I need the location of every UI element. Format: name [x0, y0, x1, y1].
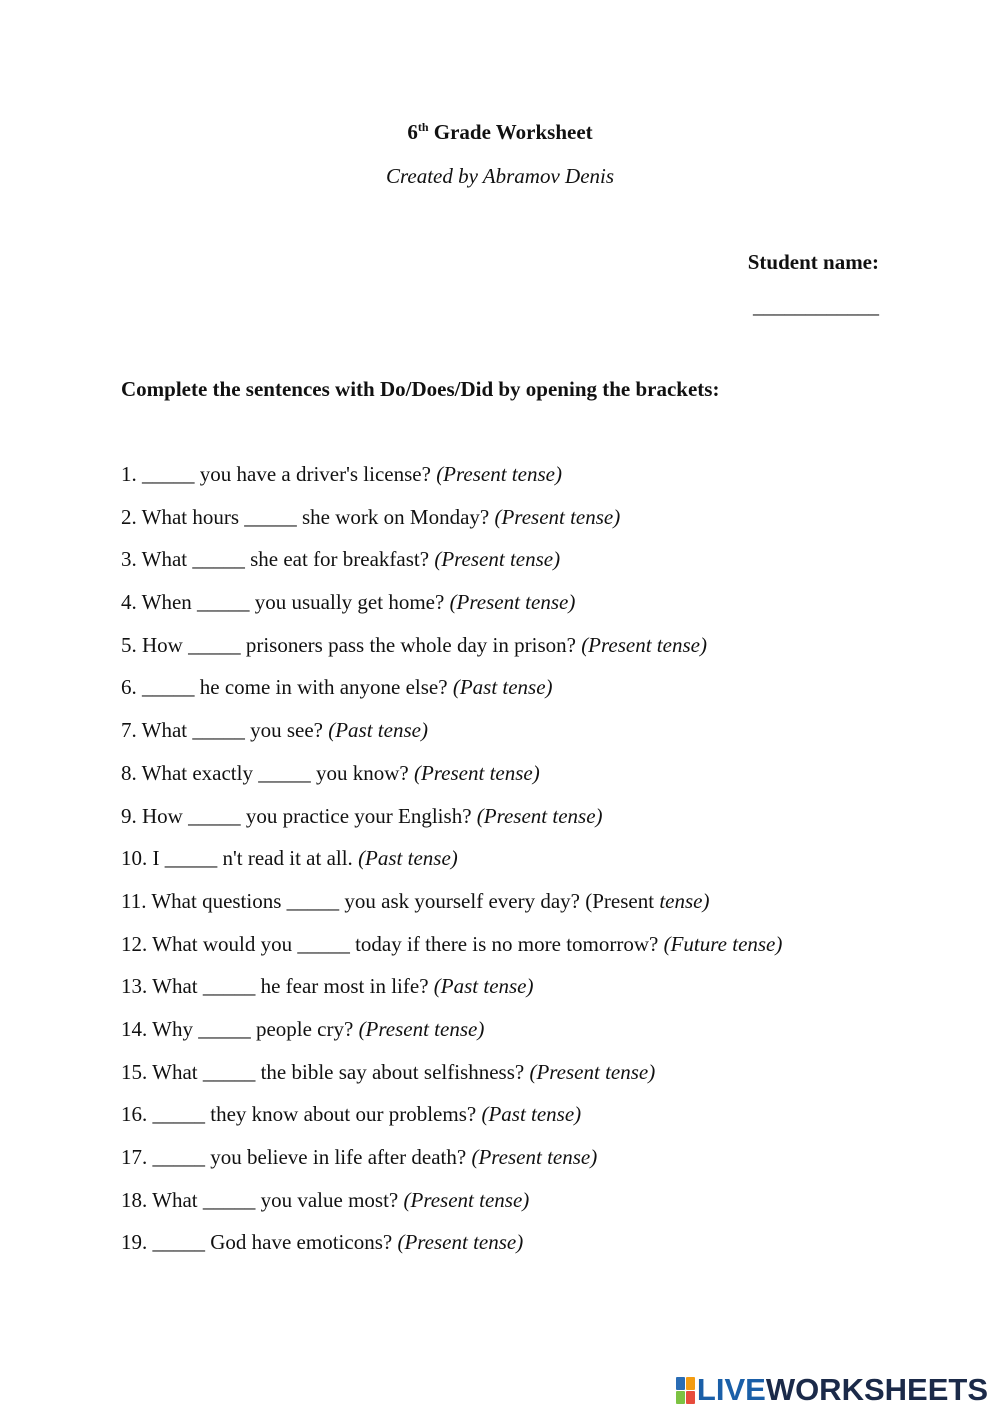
- question-item: [121, 547, 921, 590]
- question-item: [121, 889, 921, 932]
- question-hint: (Present tense): [471, 1145, 598, 1169]
- logo-square-green: [676, 1391, 685, 1404]
- instructions: Complete the sentences with Do/Does/Did by opening the brackets:: [121, 377, 720, 401]
- question-hint: tense): [659, 888, 710, 913]
- question-hint: (Future tense): [663, 931, 783, 956]
- question-text: 3. What _____ she eat for breakfast?: [121, 547, 435, 572]
- logo-square-orange: [686, 1377, 695, 1390]
- question-hint: (Present tense): [529, 1059, 656, 1084]
- title-text: Grade Worksheet: [428, 120, 593, 144]
- question-item: [121, 974, 921, 1017]
- student-name-label: Student name:: [747, 250, 879, 274]
- worksheet-title: [0, 120, 1000, 145]
- question-item: [121, 932, 921, 975]
- question-item: [121, 846, 921, 889]
- question-text: 1. _____ you have a driver's license?: [121, 462, 437, 486]
- liveworksheets-logo[interactable]: [676, 1372, 988, 1408]
- question-text: 4. When _____ you usually get home?: [121, 590, 450, 615]
- question-hint: (Present tense): [449, 590, 576, 615]
- title-superscript: th: [417, 120, 429, 134]
- question-text: 11. What questions _____ you ask yourself every day? (Present: [121, 888, 660, 913]
- question-item: [121, 1188, 921, 1231]
- question-item: [121, 633, 921, 676]
- question-text: 12. What would you _____ today if there is no more tomorrow?: [121, 931, 664, 956]
- logo-square-red: [686, 1391, 695, 1404]
- question-hint: (Present tense): [358, 1016, 485, 1041]
- question-text: 10. I _____ n't read it at all.: [121, 846, 359, 871]
- question-item: [121, 718, 921, 761]
- logo-text-live: LIVE: [696, 1372, 766, 1407]
- question-text: 2. What hours _____ she work on Monday?: [121, 504, 495, 529]
- question-hint: (Past tense): [358, 846, 458, 871]
- question-item: [121, 1060, 921, 1103]
- question-item: [121, 505, 921, 548]
- question-hint: (Present tense): [581, 632, 707, 657]
- question-item: [121, 1145, 921, 1188]
- question-hint: (Present tense): [403, 1187, 530, 1212]
- question-hint: (Present tense): [413, 760, 540, 785]
- question-item: [121, 462, 921, 505]
- title-number: 6: [407, 120, 418, 144]
- question-hint: (Present tense): [494, 504, 621, 529]
- question-text: 18. What _____ you value most?: [121, 1187, 404, 1212]
- logo-text: [697, 1372, 988, 1408]
- question-text: 17. _____ you believe in life after death?: [121, 1145, 472, 1169]
- question-item: [121, 1102, 921, 1145]
- question-hint: (Past tense): [328, 718, 428, 743]
- question-text: 15. What _____ the bible say about selfishness?: [121, 1059, 530, 1084]
- question-item: [121, 1230, 921, 1273]
- question-item: [121, 675, 921, 718]
- question-text: 14. Why _____ people cry?: [121, 1016, 359, 1041]
- question-text: 16. _____ they know about our problems?: [121, 1102, 482, 1127]
- logo-square-blue: [676, 1377, 685, 1390]
- question-hint: (Present tense): [436, 462, 562, 486]
- question-hint: (Past tense): [452, 675, 553, 700]
- question-hint: (Present tense): [476, 803, 603, 828]
- question-item: [121, 1017, 921, 1060]
- question-item: [121, 590, 921, 633]
- question-text: 5. How _____ prisoners pass the whole day in prison?: [121, 632, 582, 657]
- question-hint: (Present tense): [397, 1230, 524, 1255]
- question-text: 8. What exactly _____ you know?: [121, 760, 414, 785]
- student-name-field[interactable]: ____________: [753, 294, 879, 318]
- author-subtitle: Created by Abramov Denis: [385, 164, 615, 188]
- question-text: 7. What _____ you see?: [121, 718, 329, 743]
- question-text: 19. _____ God have emoticons?: [121, 1230, 398, 1255]
- liveworksheets-logo-icon: [676, 1377, 694, 1403]
- logo-text-worksheets: WORKSHEETS: [765, 1372, 988, 1407]
- question-item: [121, 804, 921, 847]
- question-text: 9. How _____ you practice your English?: [121, 803, 477, 828]
- question-list: [121, 462, 921, 1273]
- question-item: [121, 761, 921, 804]
- question-hint: (Past tense): [433, 974, 534, 999]
- question-hint: (Past tense): [481, 1102, 582, 1127]
- question-text: 6. _____ he come in with anyone else?: [121, 675, 453, 700]
- question-hint: (Present tense): [434, 547, 561, 572]
- question-text: 13. What _____ he fear most in life?: [121, 974, 434, 999]
